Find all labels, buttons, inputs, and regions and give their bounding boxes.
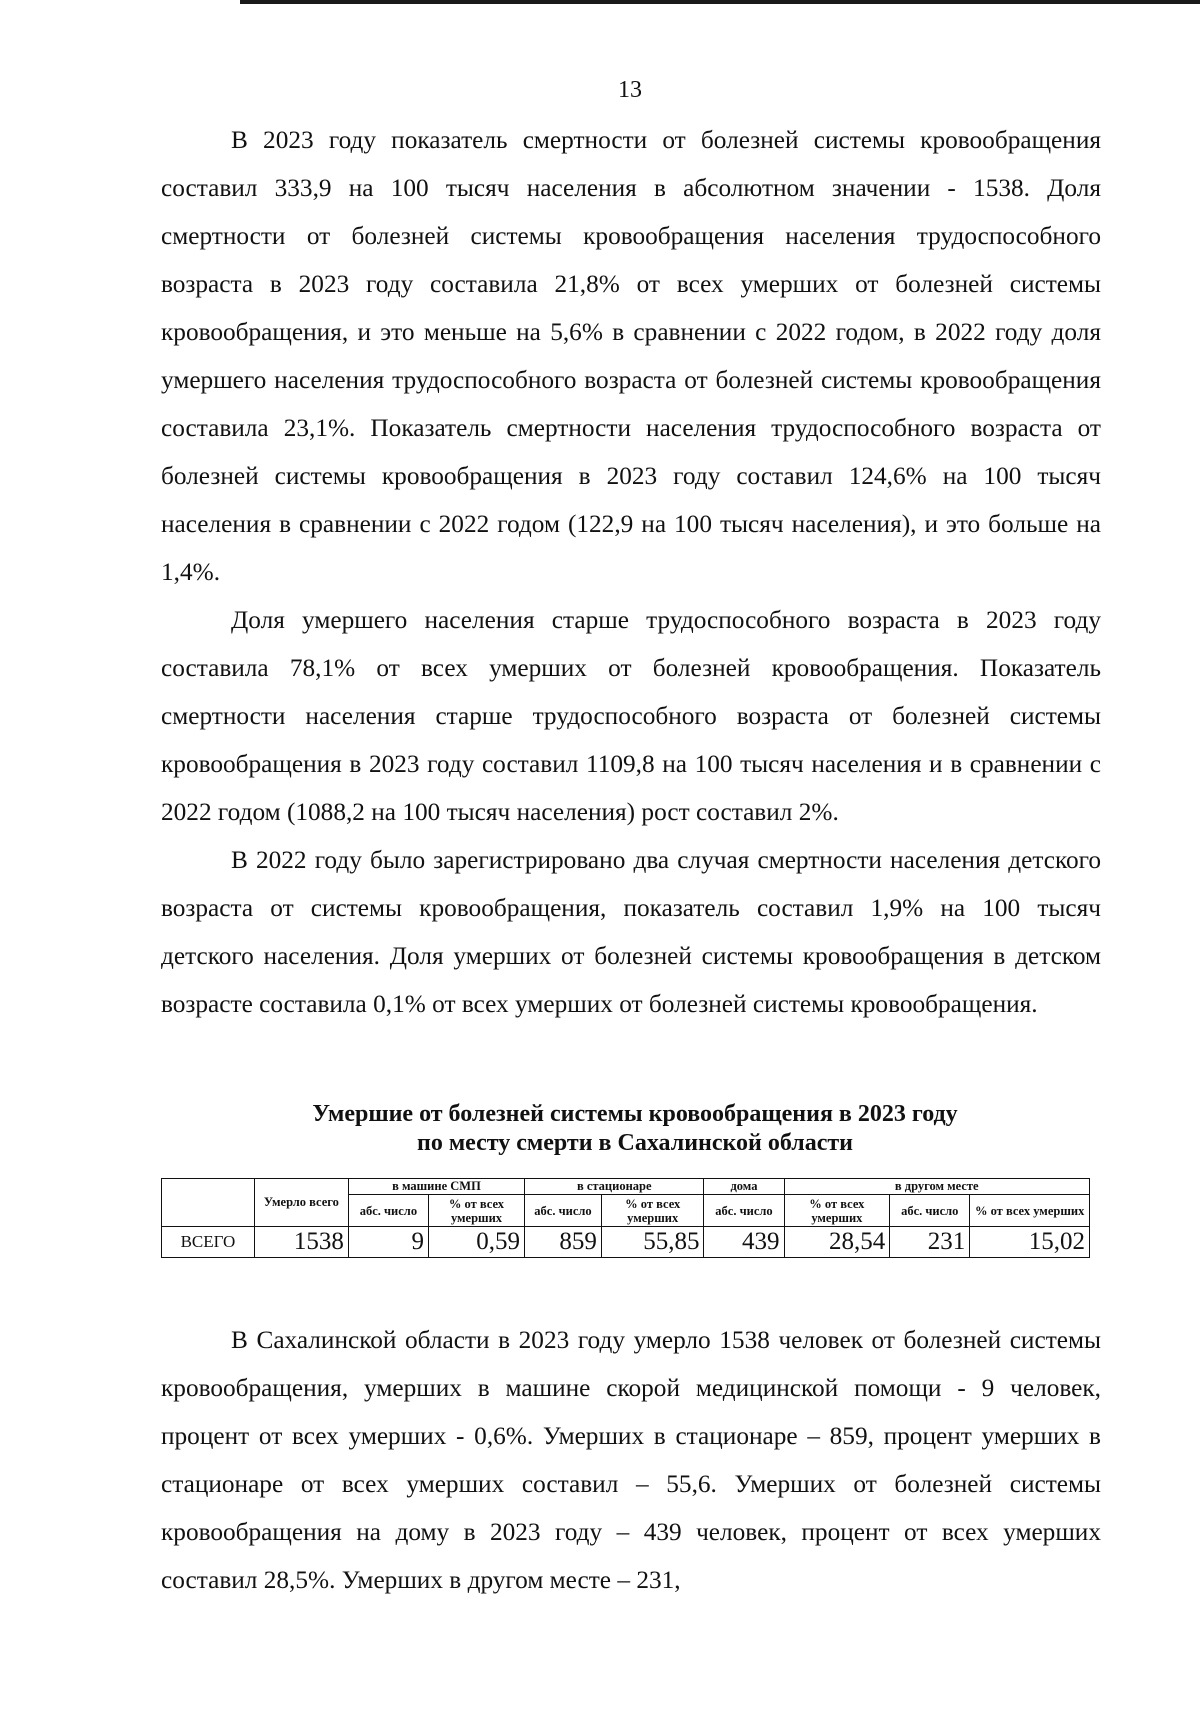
abs-subheader: абс. число (348, 1195, 428, 1227)
total-cell: 1538 (254, 1227, 348, 1258)
paragraph: Доля умершего населения старше трудоспособного возраста в 2023 году составила 78,1% от всех умерших от болезней кровообращения. Показатель смертности населения старше трудоспособного возраста от болезней системы кровообращения в 2023 году составил 1109,8 на 100 тысяч населения и в сравнении с 2022 годом (1088,2 на 100 тысяч населения) рост составил 2%. (161, 606, 1101, 826)
table-title-line: Умершие от болезней системы кровообращения в 2023 году (312, 1101, 958, 1127)
hospital-header: в стационаре (525, 1179, 704, 1195)
abs-subheader: абс. число (704, 1195, 784, 1227)
home-abs-cell: 439 (704, 1227, 784, 1258)
pct-subheader: % от всех умерших (970, 1195, 1090, 1227)
row-label: ВСЕГО (162, 1227, 255, 1258)
paragraph: В 2023 году показатель смертности от болезней системы кровообращения составил 333,9 на 100 тысяч населения в абсолютном значении - 1538. Доля смертности от болезней системы кровообращения населения трудоспособного возраста в 2023 году составила 21,8% от всех умерших от болезней системы кровообращения, и это меньше на 5,6% в сравнении с 2022 годом, в 2022 году доля умершего населения трудоспособного возраста от болезней системы кровообращения составила 23,1%. Показатель смертности населения трудоспособного возраста от болезней системы кровообращения в 2023 году составил 124,6% на 100 тысяч населения в сравнении с 2022 годом (122,9 на 100 тысяч населения), и это больше на 1,4%. (161, 126, 1101, 586)
mortality-table (161, 1178, 1090, 1258)
hospital-pct-cell: 55,85 (601, 1227, 704, 1258)
table-title-line: по месту смерти в Сахалинской области (417, 1130, 853, 1156)
home-pct-cell: 28,54 (784, 1227, 890, 1258)
abs-subheader: абс. число (890, 1195, 970, 1227)
pct-subheader: % от всех умерших (784, 1195, 890, 1227)
table-row (162, 1227, 1090, 1258)
ambulance-abs-cell: 9 (348, 1227, 428, 1258)
body-text-bottom (161, 1316, 1101, 1604)
hospital-abs-cell: 859 (525, 1227, 602, 1258)
top-rule (240, 0, 1200, 4)
other-header: в другом месте (784, 1179, 1089, 1195)
ambulance-header: в машине СМП (348, 1179, 524, 1195)
other-abs-cell: 231 (890, 1227, 970, 1258)
table-title (35, 1100, 1200, 1158)
body-text-top (161, 116, 1101, 1028)
other-pct-cell: 15,02 (970, 1227, 1090, 1258)
home-header: дома (704, 1179, 784, 1195)
total-header: Умерло всего (254, 1179, 348, 1227)
page-number: 13 (618, 77, 642, 103)
paragraph: В Сахалинской области в 2023 году умерло 1538 человек от болезней системы кровообращения, умерших в машине скорой медицинской помощи - 9 человек, процент от всех умерших - 0,6%. Умерших в стационаре – 859, процент умерших в стационаре от всех умерших составил – 55,6. Умерших от болезней системы кровообращения на дому в 2023 году – 439 человек, процент от всех умерших составил 28,5%. Умерших в другом месте – 231, (161, 1326, 1101, 1594)
paragraph: В 2022 году было зарегистрировано два случая смертности населения детского возраста от системы кровообращения, показатель составил 1,9% на 100 тысяч детского населения. Доля умерших от болезней системы кровообращения в детском возрасте составила 0,1% от всех умерших от болезней системы кровообращения. (161, 846, 1101, 1018)
pct-subheader: % от всех умерших (601, 1195, 704, 1227)
pct-subheader: % от всех умерших (428, 1195, 524, 1227)
abs-subheader: абс. число (525, 1195, 602, 1227)
ambulance-pct-cell: 0,59 (428, 1227, 524, 1258)
row-label-header (162, 1179, 255, 1227)
